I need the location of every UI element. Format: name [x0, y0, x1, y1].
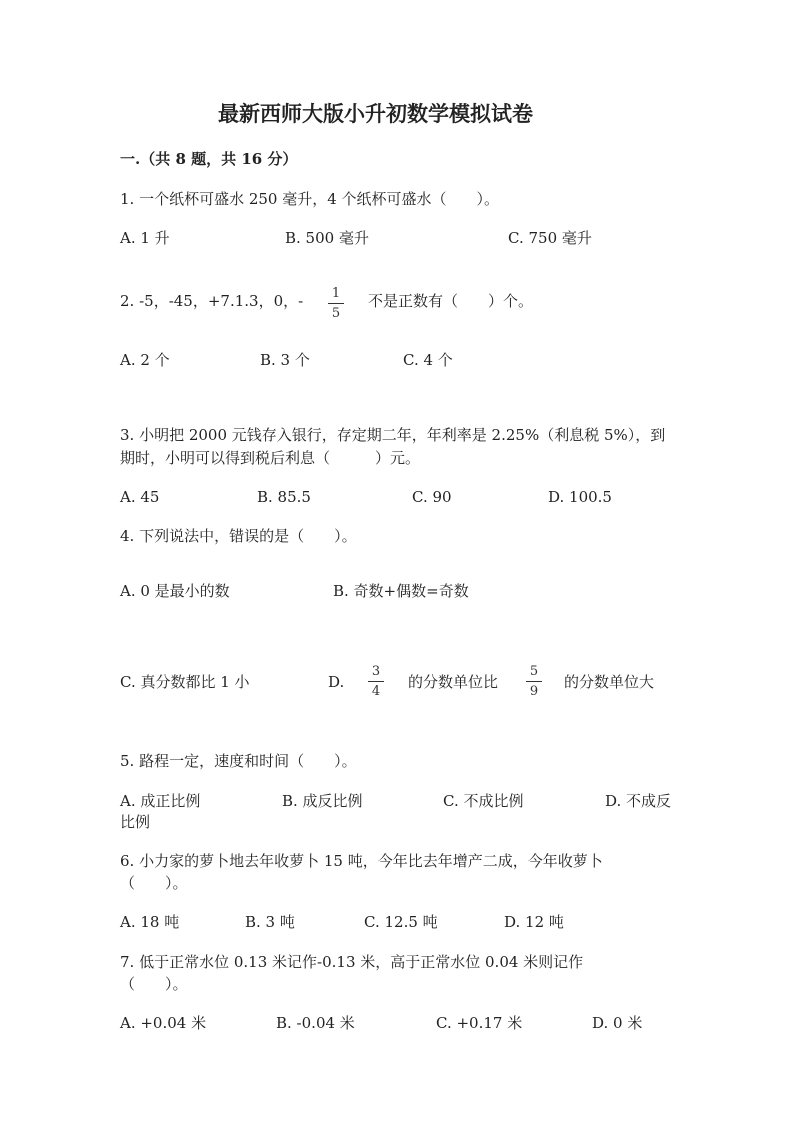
- question-6-option-c: C. 12.5 吨: [364, 913, 438, 931]
- question-7-option-d: D. 0 米: [592, 1014, 643, 1032]
- question-2-fraction: [328, 286, 344, 321]
- page-title: 最新西师大版小升初数学模拟试卷: [218, 101, 533, 126]
- question-7-stem-line-2: （ ）。: [120, 975, 188, 993]
- question-3-option-c: C. 90: [412, 488, 452, 506]
- question-4-option-a: A. 0 是最小的数: [120, 582, 230, 600]
- question-4-stem: 4. 下列说法中，错误的是（ ）。: [120, 527, 357, 545]
- question-6-option-d: D. 12 吨: [504, 913, 564, 931]
- question-7-option-a: A. +0.04 米: [120, 1014, 207, 1032]
- question-1-stem: 1. 一个纸杯可盛水 250 毫升，4 个纸杯可盛水（ ）。: [120, 190, 500, 208]
- question-2-option-c: C. 4 个: [403, 351, 453, 369]
- fraction-bar: [368, 681, 384, 682]
- fraction-denominator: 4: [371, 684, 381, 699]
- question-5-option-d-line-2: 比例: [120, 813, 151, 831]
- question-2-option-a: A. 2 个: [120, 351, 170, 369]
- question-3-option-b: B. 85.5: [257, 488, 311, 506]
- question-4-fraction-2: [526, 664, 542, 699]
- fraction-denominator: 9: [529, 684, 539, 699]
- question-6-option-b: B. 3 吨: [245, 913, 295, 931]
- fraction-bar: [526, 681, 542, 682]
- question-3-option-d: D. 100.5: [548, 488, 612, 506]
- question-7-option-b: B. -0.04 米: [276, 1014, 355, 1032]
- question-6-option-a: A. 18 吨: [120, 913, 180, 931]
- question-5-option-b: B. 成反比例: [282, 792, 363, 810]
- fraction-bar: [328, 303, 344, 304]
- question-1-option-b: B. 500 毫升: [285, 229, 369, 247]
- question-7-stem-line-1: 7. 低于正常水位 0.13 米记作-0.13 米，高于正常水位 0.04 米则记作: [120, 953, 584, 971]
- question-2-stem-start: 2. -5，-45，+7.1.3，0，-: [120, 292, 304, 310]
- question-5-option-c: C. 不成比例: [443, 792, 524, 810]
- question-5-stem: 5. 路程一定，速度和时间（ ）。: [120, 752, 357, 770]
- fraction-numerator: 3: [371, 664, 381, 679]
- question-4-option-d-label: D.: [328, 673, 345, 691]
- question-5-option-a: A. 成正比例: [120, 792, 201, 810]
- section-heading: 一.（共 8 题，共 16 分）: [120, 150, 298, 168]
- question-4-option-b: B. 奇数+偶数=奇数: [333, 582, 469, 600]
- question-4-option-d-end: 的分数单位大: [564, 673, 655, 691]
- question-2-stem-end: 不是正数有（ ）个。: [368, 292, 534, 310]
- question-4-option-c: C. 真分数都比 1 小: [120, 673, 250, 691]
- fraction-numerator: 1: [331, 286, 341, 301]
- question-1-option-c: C. 750 毫升: [508, 229, 592, 247]
- question-4-fraction-1: [368, 664, 384, 699]
- question-3-stem-line-1: 3. 小明把 2000 元钱存入银行，存定期二年，年利率是 2.25%（利息税 5%），到: [120, 426, 666, 444]
- fraction-denominator: 5: [331, 306, 341, 321]
- question-6-stem-line-2: （ ）。: [120, 874, 188, 892]
- question-3-stem-line-2: 期时，小明可以得到税后利息（ ）元。: [120, 449, 421, 467]
- question-7-option-c: C. +0.17 米: [436, 1014, 523, 1032]
- question-1-option-a: A. 1 升: [120, 229, 170, 247]
- question-2-option-b: B. 3 个: [260, 351, 310, 369]
- fraction-numerator: 5: [529, 664, 539, 679]
- question-3-option-a: A. 45: [120, 488, 160, 506]
- question-5-option-d-line-1: D. 不成反: [605, 792, 672, 810]
- question-6-stem-line-1: 6. 小力家的萝卜地去年收萝卜 15 吨，今年比去年增产二成，今年收萝卜: [120, 852, 603, 870]
- question-4-option-d-middle: 的分数单位比: [408, 673, 499, 691]
